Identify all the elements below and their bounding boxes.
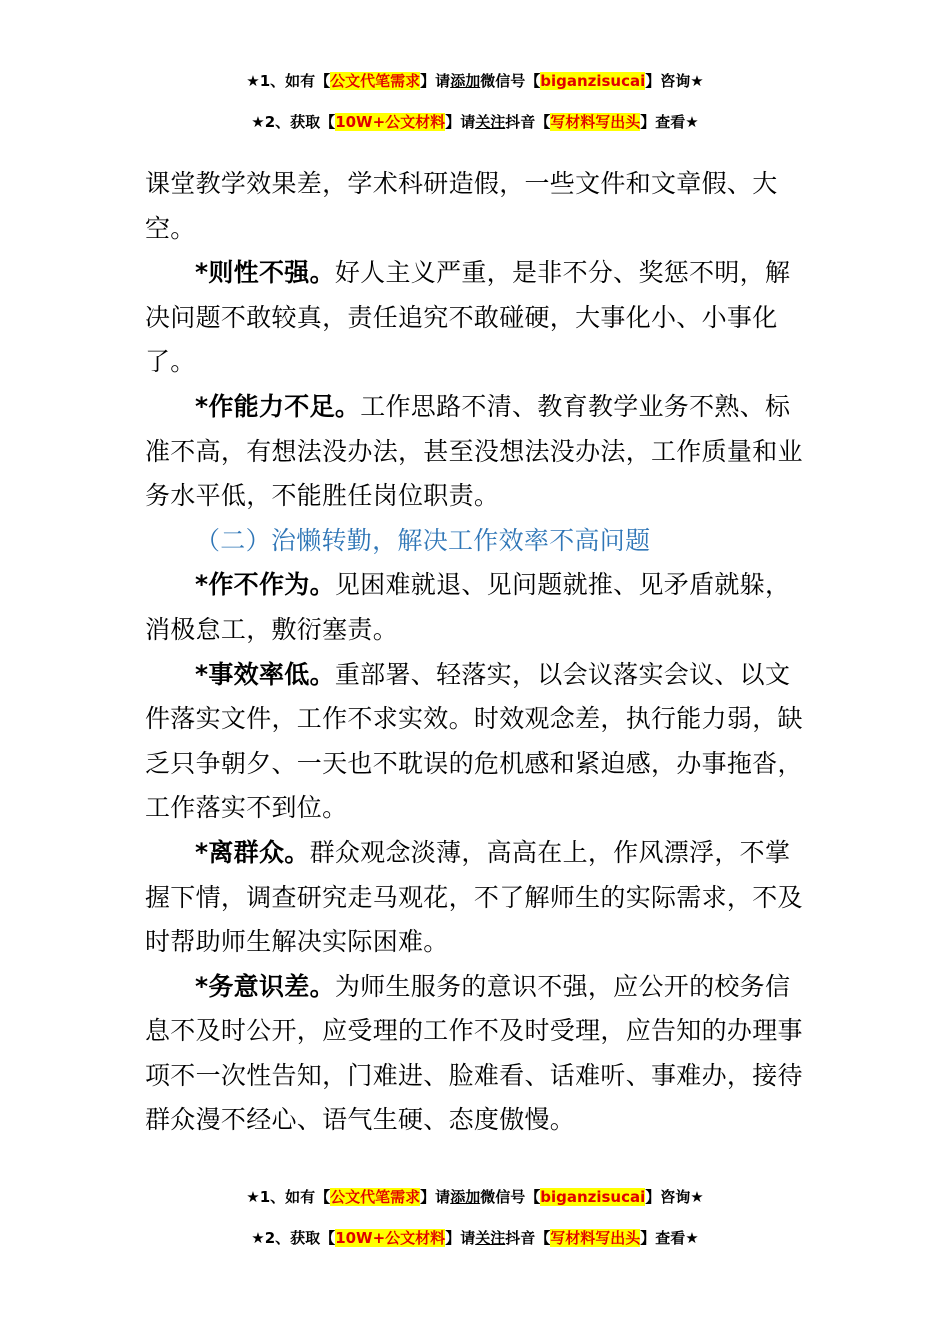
- document-body: [145, 162, 810, 1143]
- bottom-banner-line-2: [0, 1227, 950, 1249]
- section-heading: （二）治懒转勤，解决工作效率不高问题: [195, 525, 651, 555]
- paragraph-lead: *离群众。: [195, 837, 310, 867]
- banner-highlight: 公文代笔需求: [330, 72, 421, 90]
- paragraph: 课堂教学效果差，学术科研造假，一些文件和文章假、大空。: [145, 169, 778, 243]
- paragraph-text: 好人主义严重，是非不分、奖惩不明，解决问题不敢较真，责任追究不敢碰硬，大事化小、小事化了。: [145, 258, 791, 377]
- banner-suffix: 】咨询★: [645, 72, 704, 90]
- banner-highlight: 10W+公文材料: [335, 1229, 446, 1247]
- banner-prefix: ★1、如有【: [246, 72, 331, 90]
- banner-highlight: 写材料写出头: [550, 113, 641, 131]
- banner-underlined: 关注: [475, 113, 506, 131]
- banner-suffix: 】查看★: [640, 1229, 699, 1247]
- banner-text: 】请: [445, 1229, 476, 1247]
- paragraph-text: 工作思路不清、教育教学业务不熟、标准不高，有想法没办法，甚至没想法没办法，工作质量和业务水平低，不能胜任岗位职责。: [145, 391, 803, 511]
- banner-prefix: ★2、获取【: [251, 113, 336, 131]
- banner-highlight: biganzisucai: [540, 72, 646, 90]
- paragraph-lead: *事效率低。: [195, 659, 335, 689]
- banner-text: 】请: [420, 1188, 451, 1206]
- banner-text: 】请: [445, 113, 476, 131]
- paragraph-lead: *务意识差。: [195, 971, 335, 1001]
- paragraph-lead: *作不作为。: [195, 570, 335, 600]
- bottom-banner-line-1: [0, 1186, 950, 1208]
- paragraph-text: 为师生服务的意识不强，应公开的校务信息不及时公开，应受理的工作不及时受理，应告知的办理事项不一次性告知，门难进、脸难看、话难听、事难办，接待群众漫不经心、语气生硬、态度傲慢。: [145, 971, 803, 1135]
- banner-highlight: 公文代笔需求: [330, 1188, 421, 1206]
- banner-highlight: 10W+公文材料: [335, 113, 446, 131]
- top-banner-line-2: [0, 111, 950, 133]
- banner-highlight: biganzisucai: [540, 1188, 646, 1206]
- paragraph: [145, 251, 810, 385]
- banner-text: 微信号【: [480, 72, 541, 90]
- banner-text: 抖音【: [505, 113, 551, 131]
- top-banner-line-1: [0, 70, 950, 92]
- paragraph: [145, 385, 810, 519]
- paragraph-text: 见困难就退、见问题就推、见矛盾就躲，消极怠工，敷衍塞责。: [145, 570, 791, 644]
- paragraph: [145, 563, 810, 652]
- banner-highlight: 写材料写出头: [550, 1229, 641, 1247]
- banner-underlined: 添加: [450, 1188, 481, 1206]
- paragraph: [145, 965, 810, 1143]
- paragraph: [145, 831, 810, 965]
- banner-underlined: 关注: [475, 1229, 506, 1247]
- banner-underlined: 添加: [450, 72, 481, 90]
- banner-prefix: ★1、如有【: [246, 1188, 331, 1206]
- banner-prefix: ★2、获取【: [251, 1229, 336, 1247]
- banner-suffix: 】查看★: [640, 113, 699, 131]
- paragraph-text: 重部署、轻落实，以会议落实会议、以文件落实文件，工作不求实效。时效观念差，执行能力弱，缺乏只争朝夕、一天也不耽误的危机感和紧迫感，办事拖沓，工作落实不到位。: [145, 659, 803, 823]
- paragraph-lead: *则性不强。: [195, 258, 335, 288]
- banner-text: 】请: [420, 72, 451, 90]
- paragraph-text: 群众观念淡薄，高高在上，作风漂浮，不掌握下情，调查研究走马观花，不了解师生的实际需求，不及时帮助师生解决实际困难。: [145, 837, 803, 957]
- banner-suffix: 】咨询★: [645, 1188, 704, 1206]
- banner-text: 微信号【: [480, 1188, 541, 1206]
- paragraph-lead: *作能力不足。: [195, 391, 361, 421]
- banner-text: 抖音【: [505, 1229, 551, 1247]
- paragraph: [145, 653, 810, 831]
